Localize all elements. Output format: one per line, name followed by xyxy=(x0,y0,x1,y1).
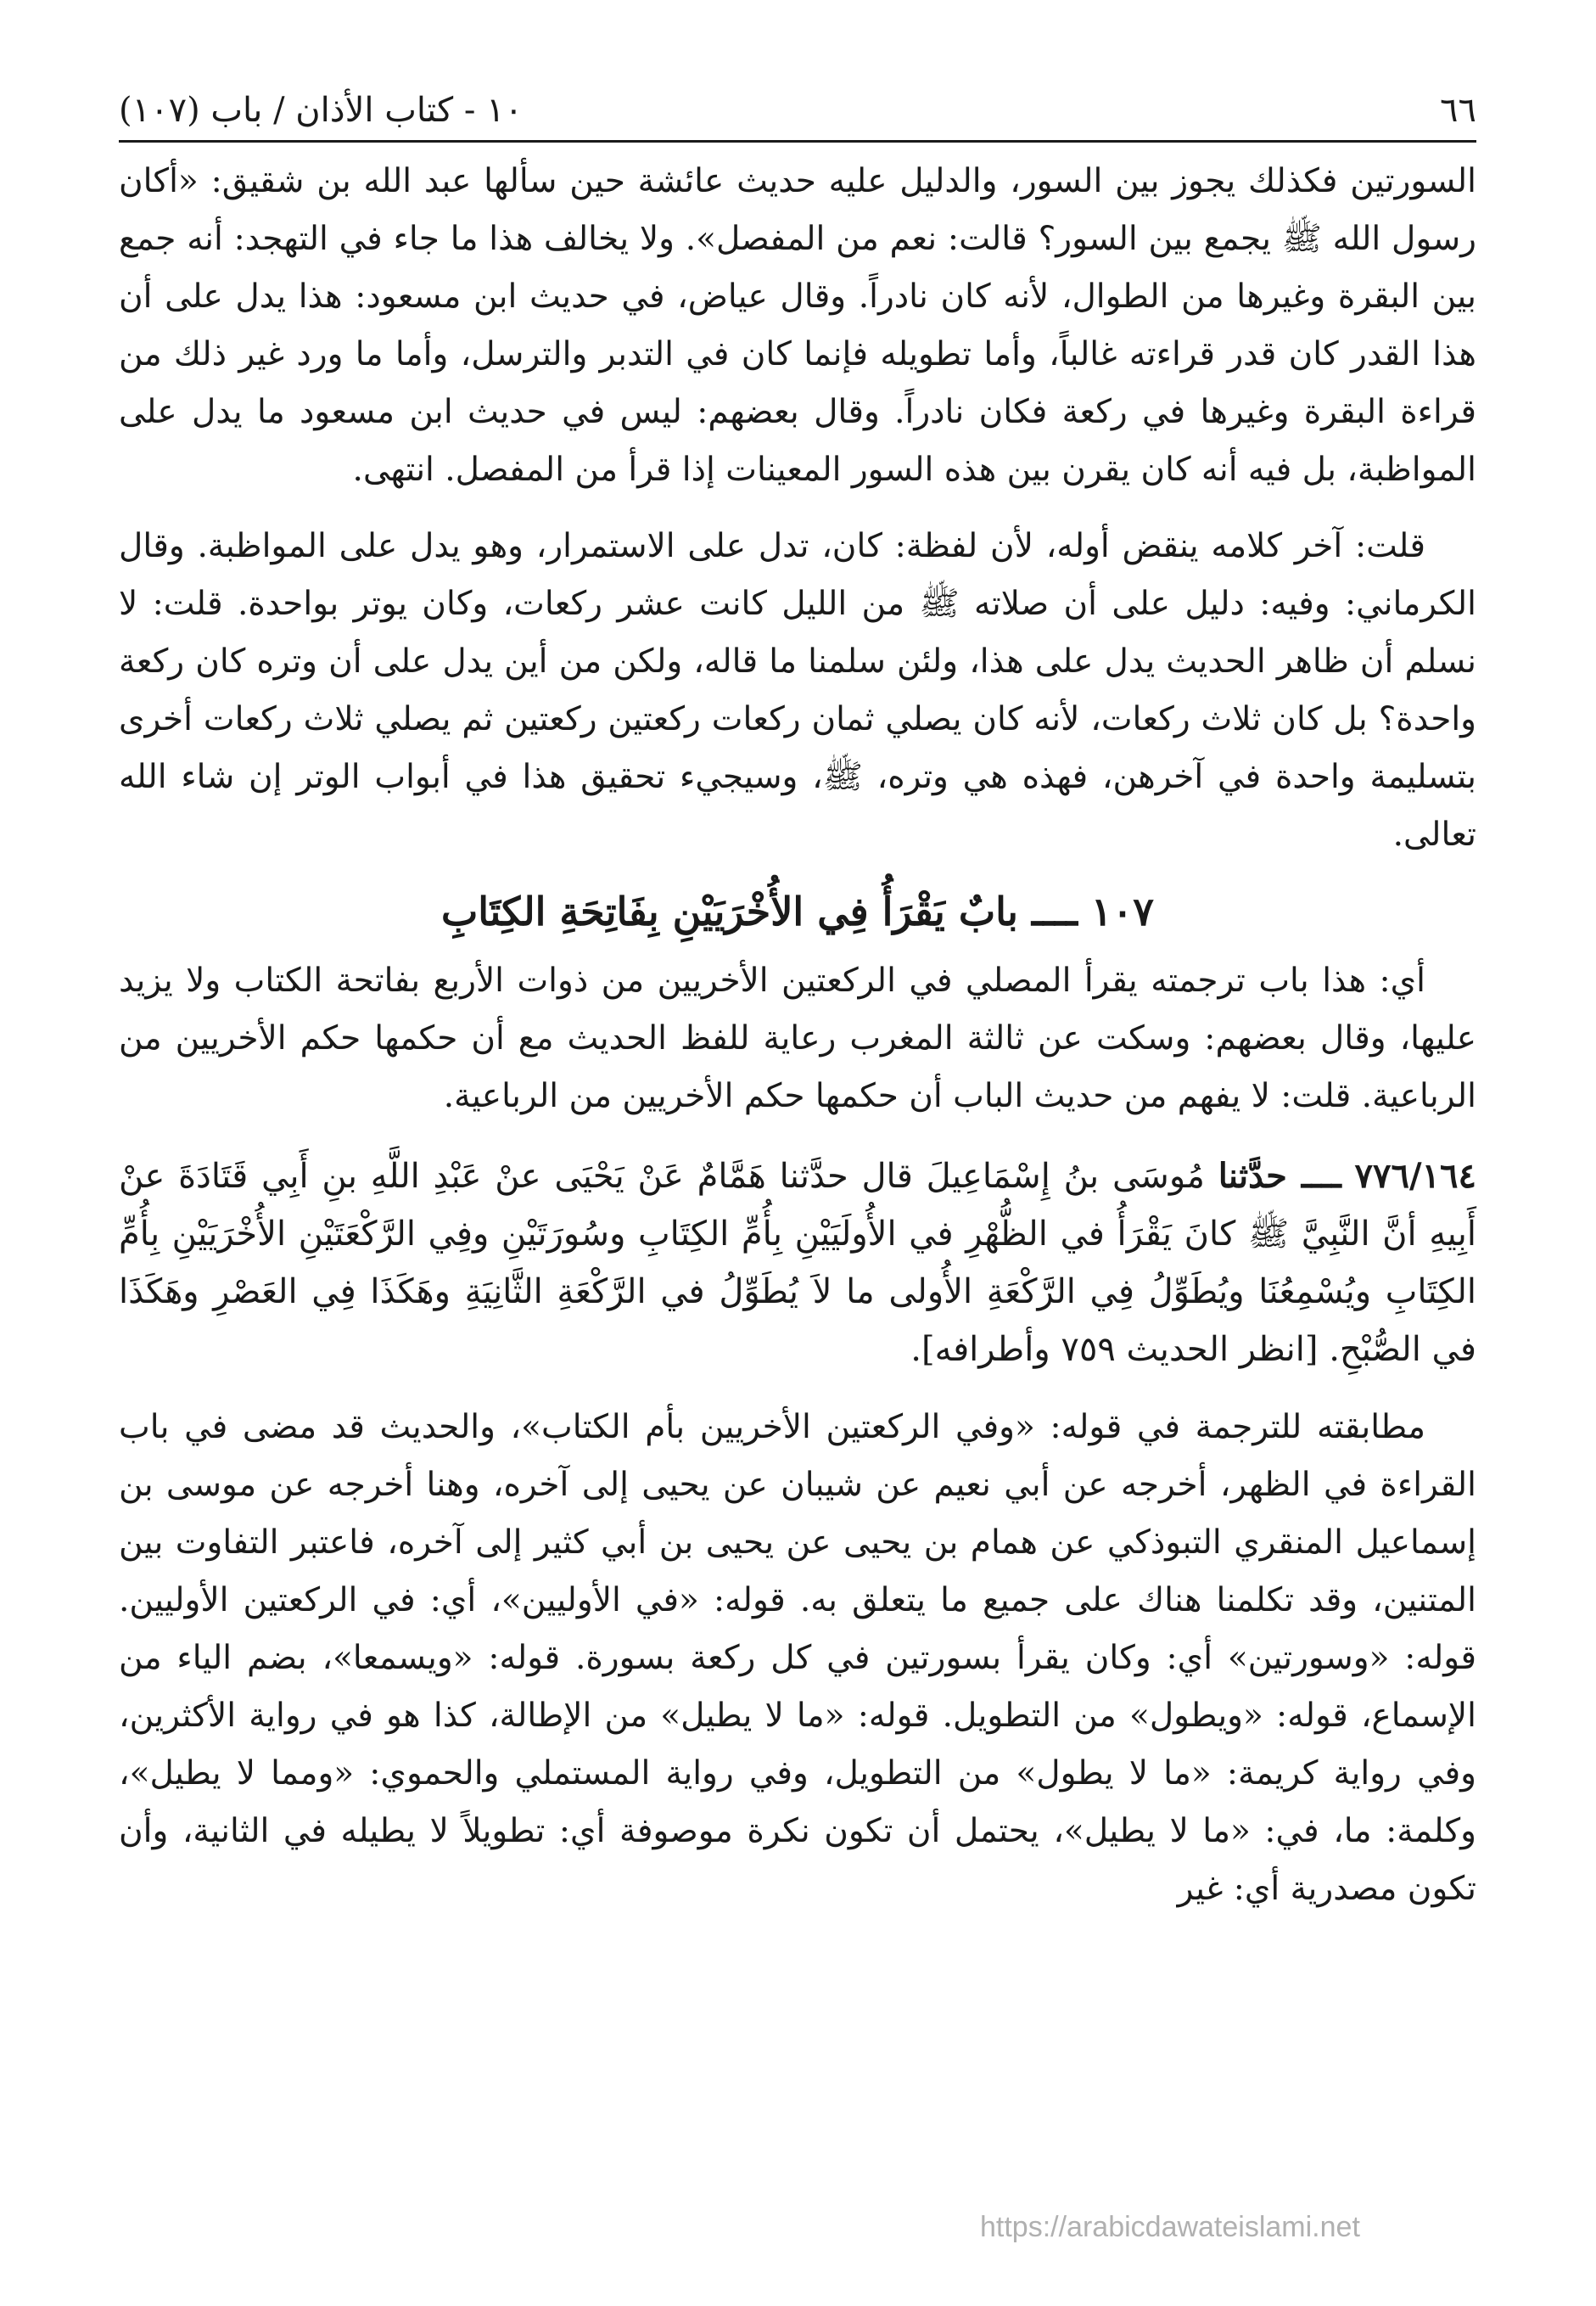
page-header xyxy=(119,81,1476,143)
hadith-text: مُوسَى بنُ إِسْمَاعِيلَ قال حدَّثنا هَمَّامٌ عَنْ يَحْيَى عنْ عَبْدِ اللَّهِ بنِ أَبِي قَتَادَةَ عنْ أَبِيهِ أنَّ النَّبِيَّ ﷺ كانَ يَقْرَأُ في الظُّهْرِ في الأُولَيَيْنِ بِأُمِّ الكِتَابِ وسُورَتَيْنِ وفِي الرَّكْعَتَيْنِ الأُخْرَيَيْنِ بِأُمِّ الكِتَابِ ويُسْمِعُنَا ويُطَوِّلُ فِي الرَّكْعَةِ الأُولى ما لاَ يُطَوِّلُ في الرَّكْعَةِ الثَّانِيَةِ وهَكَذَا فِي العَصْرِ وهَكَذَا في الصُّبْحِ. [انظر الحديث ٧٥٩ وأطرافه]. xyxy=(119,1157,1476,1369)
chapter-heading: ١٠٧ ــــ بابٌ يَقْرَأُ فِي الأُخْرَيَيْنِ بِفَاتِحَةِ الكِتَابِ xyxy=(441,889,1154,934)
commentary-paragraph-2: قلت: آخر كلامه ينقض أوله، لأن لفظة: كان، تدل على الاستمرار، وهو يدل على المواظبة. وقال الكرماني: وفيه: دليل على أن صلاته ﷺ من الليل كانت عشر ركعات، وكان يوتر بواحدة. قلت: لا نسلم أن ظاهر الحديث يدل على هذا، ولئن سلمنا ما قاله، ولكن من أين يدل على أن وتره كان ركعة واحدة؟ بل كان ثلاث ركعات، لأنه كان يصلي ثمان ركعات ركعتين ركعتين ثم يصلي ثلاث ركعات أخرى بتسليمة واحدة في آخرهن، فهذه هي وتره، ﷺ، وسيجيء تحقيق هذا في أبواب الوتر إن شاء الله تعالى. xyxy=(119,527,1476,854)
running-title: ١٠ - كتاب الأذان / باب (١٠٧) xyxy=(119,91,524,130)
hadith-lead: ــــ حدَّثنا xyxy=(1218,1156,1341,1196)
watermark-url: https://arabicdawateislami.net xyxy=(980,2211,1360,2243)
page-number: ٦٦ xyxy=(1440,91,1476,130)
commentary-paragraph-4: مطابقته للترجمة في قوله: «وفي الركعتين الأخريين بأم الكتاب»، والحديث قد مضى في باب القراءة في الظهر، أخرجه عن أبي نعيم عن شيبان عن يحيى إلى آخره، وهنا أخرجه عن موسى بن إسماعيل المنقري التبوذكي عن همام بن يحيى عن يحيى بن أبي كثير إلى آخره، فاعتبر التفاوت بين المتنين، وقد تكلمنا هناك على جميع ما يتعلق به. قوله: «في الأوليين»، أي: في الركعتين الأوليين. قوله: «وسورتين» أي: وكان يقرأ بسورتين في كل ركعة بسورة. قوله: «ويسمعا»، بضم الياء من الإسماع، قوله: «ويطول» من التطويل. قوله: «ما لا يطيل» من الإطالة، كذا هو في رواية الأكثرين، وفي رواية كريمة: «ما لا يطول» من التطويل، وفي رواية المستملي والحموي: «ومما لا يطيل»، وكلمة: ما، في: «ما لا يطيل»، يحتمل أن تكون نكرة موصوفة أي: تطويلاً لا يطيله في الثانية، وأن تكون مصدرية أي: غير xyxy=(119,1408,1476,1908)
hadith-number: ٧٧٦/١٦٤ xyxy=(1354,1156,1477,1196)
hadith-text-block xyxy=(119,1147,1476,1378)
chapter-explanation: أي: هذا باب ترجمته يقرأ المصلي في الركعتين الأخريين من ذوات الأربع بفاتحة الكتاب ولا يزيد عليها، وقال بعضهم: وسكت عن ثالثة المغرب رعاية للفظ الحديث مع أن حكمها حكم الأخريين من الرباعية. قلت: لا يفهم من حديث الباب أن حكمها حكم الأخريين من الرباعية. xyxy=(119,962,1476,1115)
commentary-paragraph-1: السورتين فكذلك يجوز بين السور، والدليل عليه حديث عائشة حين سألها عبد الله بن شقيق: «أكان رسول الله ﷺ يجمع بين السور؟ قالت: نعم من المفصل». ولا يخالف هذا ما جاء في التهجد: أنه جمع بين البقرة وغيرها من الطوال، لأنه كان نادراً. وقال عياض، في حديث ابن مسعود: هذا يدل على أن هذا القدر كان قدر قراءته غالباً، وأما تطويله فإنما كان في التدبر والترسل، وأما ما ورد غير ذلك من قراءة البقرة وغيرها في ركعة فكان نادراً. وقال بعضهم: ليس في حديث ابن مسعود ما يدل على المواظبة، بل فيه أنه كان يقرن بين هذه السور المعينات إذا قرأ من المفصل. انتهى. xyxy=(119,162,1476,489)
book-page xyxy=(119,81,1476,2253)
